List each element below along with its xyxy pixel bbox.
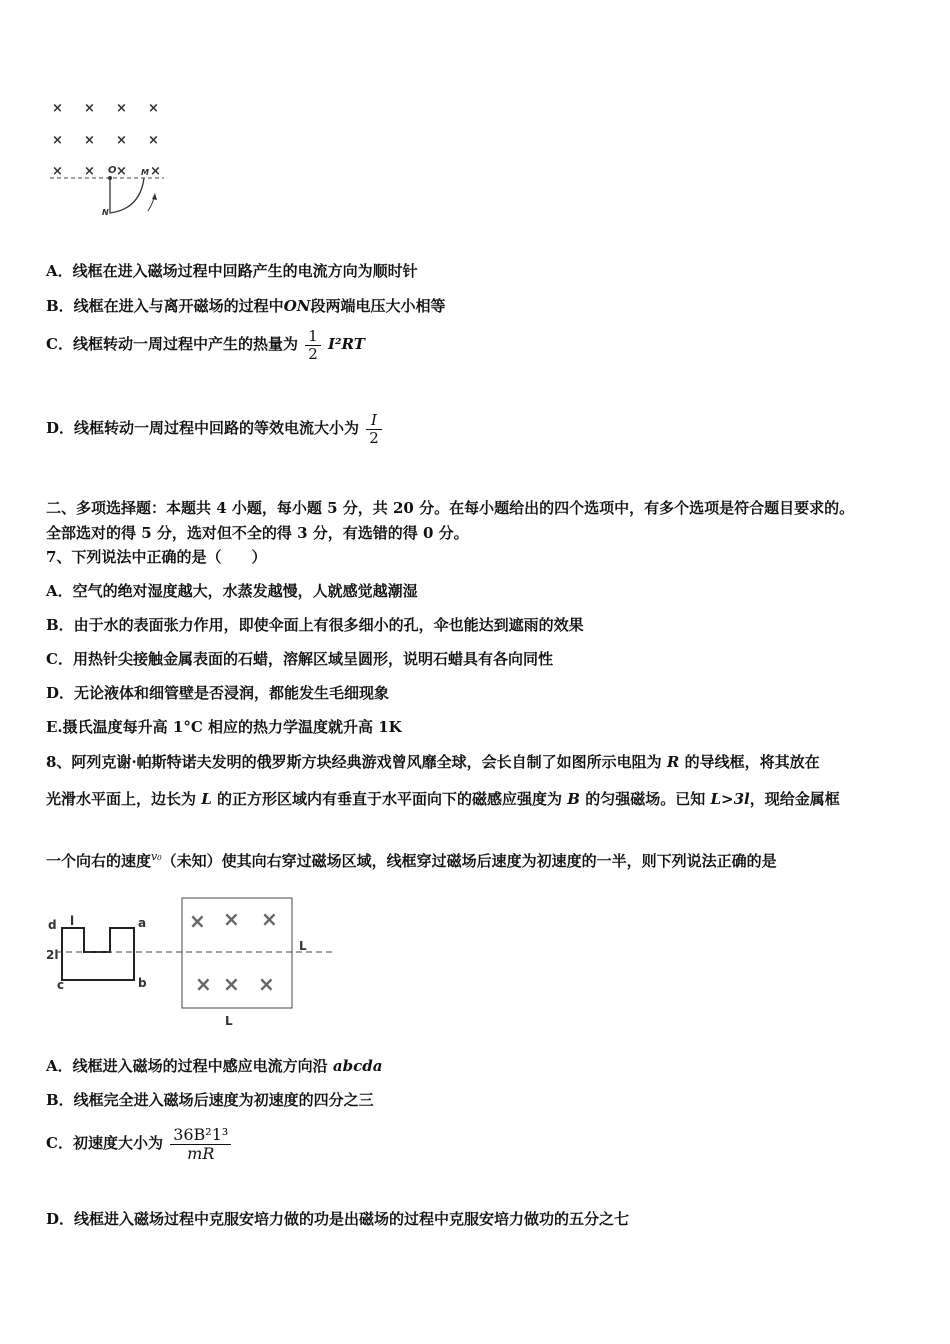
q8-option-a: A．线框进入磁场的过程中感应电流方向沿 abcda [46, 1057, 383, 1075]
q8-stem-line3: 一个向右的速度$^{v_0}$（未知）使其向右穿过磁场区域，线框穿过磁场后速度为初速度的一半，则下列说法正确的是 [46, 850, 777, 870]
q6-option-b: B．线框在进入与离开磁场的过程中ON段两端电压大小相等 [46, 297, 446, 315]
field-cross: × [261, 907, 278, 931]
q7-option-d: D．无论液体和细管壁是否浸润，都能发生毛细现象 [46, 684, 390, 702]
label-b: b [138, 976, 147, 990]
fraction-initial-velocity: $\frac{\text{36B²1³}}{mR}$ [170, 1126, 231, 1162]
q7-stem: 7、下列说法中正确的是（ ） [46, 548, 267, 566]
q8-stem-line2: 光滑水平面上，边长为 L 的正方形区域内有垂直于水平面向下的磁感应强度为 B 的匀强磁场。已知 L>3l，现给金属框 [46, 790, 840, 808]
field-cross: × [84, 101, 95, 116]
label-l: l [70, 914, 75, 928]
label-c: c [57, 978, 65, 992]
field-cross: × [84, 164, 95, 179]
q6-option-d: D．线框转动一周过程中回路的等效电流大小为 $\frac{I}{2}$ [46, 412, 384, 446]
field-cross: × [84, 133, 95, 148]
q6-option-a: A．线框在进入磁场过程中回路产生的电流方向为顺时针 [46, 262, 418, 280]
q8-option-d: D．线框进入磁场过程中克服安培力做的功是出磁场的过程中克服安培力做功的五分之七 [46, 1210, 630, 1228]
label-a: a [138, 916, 147, 930]
q7-option-c: C．用热针尖接触金属表面的石蜡，溶解区域呈圆形，说明石蜡具有各向同性 [46, 650, 553, 668]
label-o: O [108, 165, 117, 176]
pivot-point [108, 176, 112, 180]
quarter-circle-frame [110, 178, 144, 213]
label-2l: 2l [46, 948, 59, 962]
label-n: N [102, 208, 109, 217]
field-cross: × [116, 133, 127, 148]
q7-option-a: A．空气的绝对湿度越大，水蒸发越慢，人就感觉越潮湿 [46, 582, 418, 600]
label-l-bottom: L [225, 1014, 233, 1028]
fraction-half: $\frac{1}{2}$ [305, 328, 321, 362]
field-cross: × [116, 164, 127, 179]
label-l-right: L [299, 939, 307, 953]
label-d: d [48, 918, 57, 932]
field-cross: × [52, 164, 63, 179]
field-cross: × [150, 164, 161, 179]
label-m: M [141, 168, 149, 177]
section-heading-cont: 全部选对的得 5 分，选对但不全的得 3 分，有选错的得 0 分。 [46, 524, 469, 542]
field-cross: × [52, 133, 63, 148]
field-cross: × [223, 972, 240, 996]
q7-option-e: E.摄氏温度每升高 1°C 相应的热力学温度就升高 1K [46, 718, 402, 736]
field-cross: × [52, 101, 63, 116]
figure-tetris-frame [40, 895, 340, 1035]
field-cross: × [148, 133, 159, 148]
fraction-i-over-2: $\frac{I}{2}$ [366, 412, 382, 446]
field-cross: × [116, 101, 127, 116]
wire-frame [62, 928, 134, 980]
field-cross: × [195, 972, 212, 996]
q6-option-c: C．线框转动一周过程中产生的热量为 $\frac{1}{2}$ I²RT [46, 327, 365, 363]
arrow-head [152, 193, 157, 200]
q8-option-b: B．线框完全进入磁场后速度为初速度的四分之三 [46, 1091, 374, 1109]
q8-stem-line1: 8、阿列克谢·帕斯特诺夫发明的俄罗斯方块经典游戏曾风靡全球，会长自制了如图所示电阻为 R 的导线框，将其放在 [46, 753, 820, 771]
figure-rotating-frame [40, 95, 180, 225]
field-cross: × [223, 907, 240, 931]
q8-option-c: C．初速度大小为 $\frac{\text{36B²1³}}{mR}$ [46, 1126, 233, 1162]
section-heading: 二、多项选择题：本题共 4 小题，每小题 5 分，共 20 分。在每小题给出的四个选项中，有多个选项是符合题目要求的。 [46, 499, 855, 517]
q7-option-b: B．由于水的表面张力作用，即使伞面上有很多细小的孔，伞也能达到遮雨的效果 [46, 616, 584, 634]
field-cross: × [148, 101, 159, 116]
field-cross: × [258, 972, 275, 996]
field-cross: × [189, 909, 206, 933]
